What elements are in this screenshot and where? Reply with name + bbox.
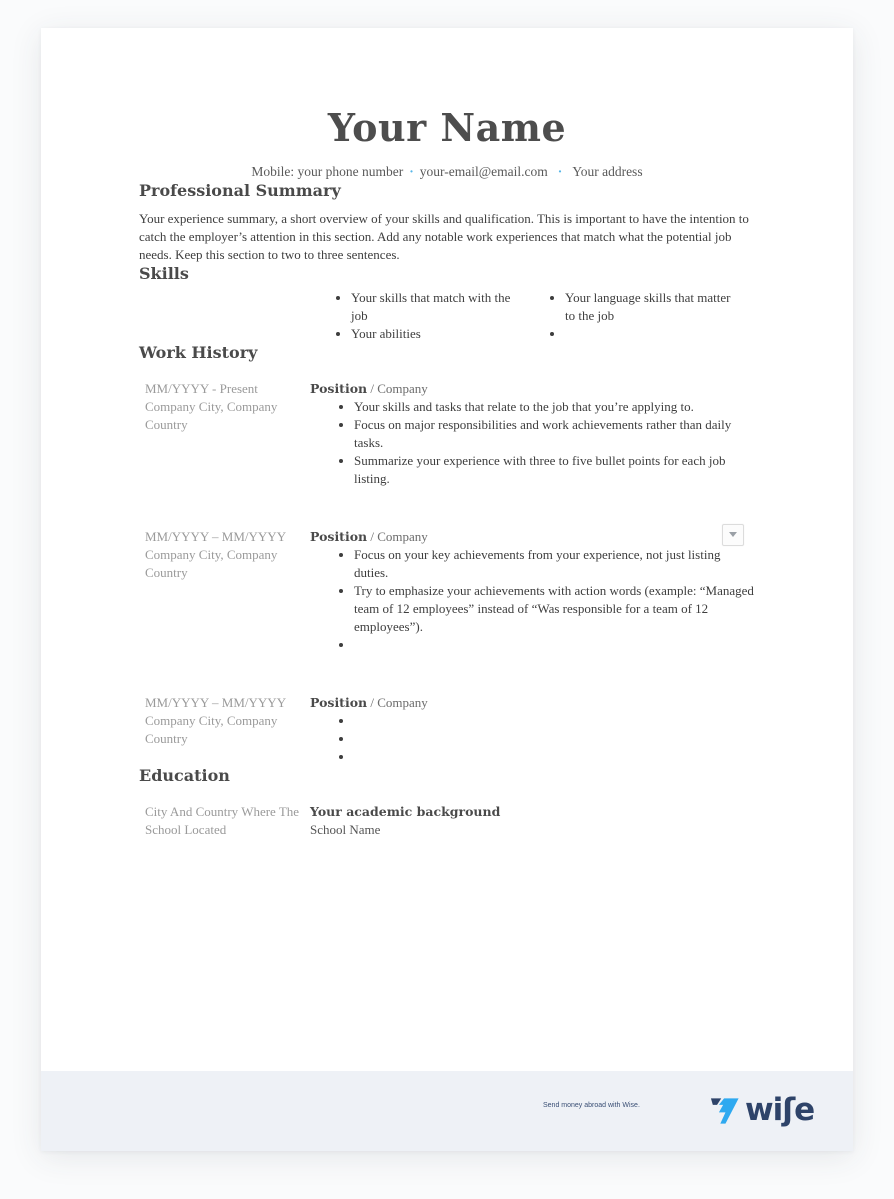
skill-item-empty [565,325,741,343]
education-location: City And Country Where The School Located [145,803,300,837]
contact-separator-dot: · [409,163,414,179]
resume-document [41,28,853,839]
company-name: / Company [370,694,428,710]
work-bullet-empty [354,730,755,748]
position-title: Position [310,380,368,396]
skills-column-2 [551,289,741,343]
work-location: Company City, Company Country [145,712,278,746]
work-bullet-empty [354,748,755,766]
position-title: Position [310,694,368,710]
content-control-dropdown-button[interactable] [722,524,744,546]
work-entry-3 [139,694,755,766]
work-dates: MM/YYYY – MM/YYYY [145,694,287,710]
page-title: Your Name [327,105,567,150]
section-heading-professional-summary: Professional Summary [139,180,341,200]
education-entry [139,803,755,839]
work-dates: MM/YYYY - Present [145,380,258,396]
wise-flag-icon [710,1095,740,1126]
work-bullet: • Focus on major responsibilities and work achievements rather than daily tasks. [354,416,755,452]
position-line [310,528,755,546]
work-entry-details [310,380,755,488]
skill-item: • Your skills that match with the job [351,289,527,325]
contact-separator-dot: · [557,163,563,179]
position-title: Position [310,528,368,544]
contact-line [139,163,755,181]
work-bullet-list [310,712,755,766]
work-entry-2 [139,528,755,654]
skills-column-1 [337,289,527,343]
position-line [310,380,755,398]
work-entry-dates-location [139,694,310,766]
section-heading-skills: Skills [139,263,189,283]
company-name: / Company [370,380,428,396]
work-location: Company City, Company Country [145,398,278,432]
work-bullet-list [310,546,755,654]
work-bullet: • Try to emphasize your achievements with action words (example: “Managed team of 12 employees” instead of “Was responsible for a team of 12 employees”). [354,582,755,636]
education-degree: Your academic background [310,803,501,819]
chevron-down-icon [729,532,737,537]
work-entry-details [310,694,755,766]
work-dates: MM/YYYY – MM/YYYY [145,528,287,544]
work-entry-dates-location [139,380,310,488]
skill-item: • Your language skills that matter to the job [565,289,741,325]
company-name: / Company [370,528,428,544]
footer-band [41,1071,853,1151]
education-school: School Name [310,821,381,837]
contact-email: your-email@email.com [419,163,548,179]
summary-text: Your experience summary, a short overview of your skills and qualification. This is important to have the intention to catch the employer’s attention in this section. Add any notable work experiences that match what the potential job needs. Keep this section to two to three sentences. [139,210,749,262]
work-bullet-empty [354,712,755,730]
work-bullet: • Summarize your experience with three to five bullet points for each job listing. [354,452,755,488]
work-bullet: • Focus on your key achievements from your experience, not just listing duties. [354,546,755,582]
skill-item: • Your abilities [351,325,527,343]
resume-page [41,28,853,1151]
position-line [310,694,755,712]
contact-address: Your address [572,163,643,179]
education-details [310,803,755,839]
footer-tagline: Send money abroad with Wise. [543,1102,640,1109]
wise-logo [710,1092,815,1128]
section-heading-education: Education [139,765,230,785]
work-bullet: • Your skills and tasks that relate to the job that you’re applying to. [354,398,755,416]
skills-columns [337,289,755,343]
contact-mobile: Mobile: your phone number [251,163,404,179]
work-bullet-empty [354,636,755,654]
work-entry-1 [139,380,755,488]
work-entry-dates-location [139,528,310,654]
work-bullet-list [310,398,755,488]
section-heading-work-history: Work History [139,342,258,362]
work-location: Company City, Company Country [145,546,278,580]
wise-wordmark: wiʃe [745,1092,815,1128]
work-entry-details [310,528,755,654]
